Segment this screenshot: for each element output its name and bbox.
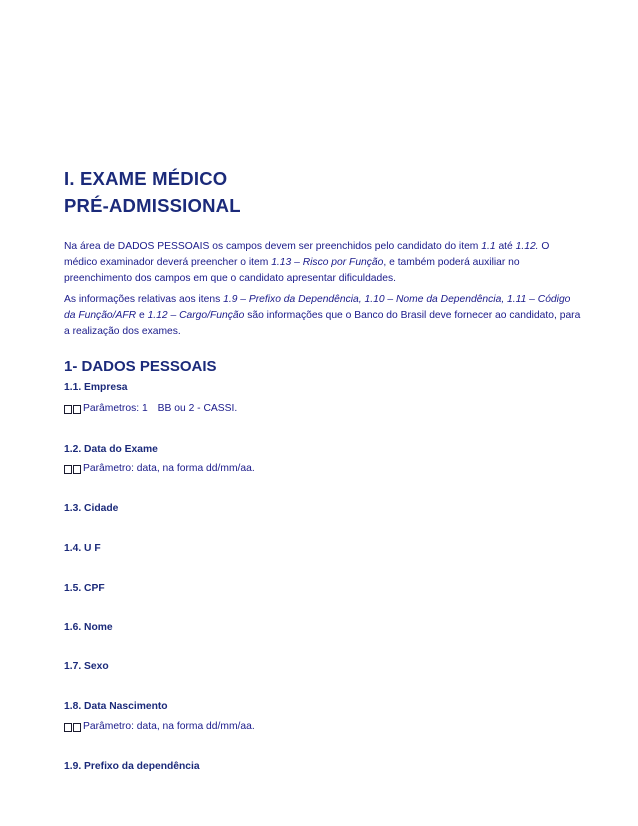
field-label-data-exame: 1.2. Data do Exame xyxy=(64,444,158,455)
checkbox-glyphs xyxy=(64,405,82,414)
param-data-nascimento-text: Parâmetro: data, na forma dd/mm/aa. xyxy=(83,721,255,732)
intro2-item-refs: 1.9 – Prefixo da Dependência, 1.10 – Nome da Dependência, 1.11 – Código da Função/AFR xyxy=(64,294,571,321)
intro1-text-g: , e também poderá auxiliar no preenchimento dos campos em que o candidato apresentar dificuldades. xyxy=(64,257,520,284)
intro2-item-ref-d: 1.12 – Cargo/Função xyxy=(147,310,245,321)
intro1-item-ref-b: 1.12. xyxy=(515,241,539,252)
intro-paragraph-2 xyxy=(64,292,584,340)
param-empresa-text-a: Parâmetros: 1 xyxy=(83,403,148,414)
intro2-text-a: As informações relativas aos itens xyxy=(64,294,224,305)
intro-paragraph-1 xyxy=(64,239,584,287)
field-label-cpf: 1.5. CPF xyxy=(64,583,105,594)
intro1-text-c: até xyxy=(495,241,516,252)
field-label-prefixo: 1.9. Prefixo da dependência xyxy=(64,761,200,772)
page-title xyxy=(64,165,241,219)
field-label-empresa: 1.1. Empresa xyxy=(64,382,128,393)
param-data-nascimento xyxy=(64,720,255,734)
intro1-item-ref-c: 1.13 – Risco por Função xyxy=(271,257,384,268)
checkbox-glyphs xyxy=(64,723,82,732)
field-label-cidade: 1.3. Cidade xyxy=(64,503,119,514)
title-line-2: PRÉ-ADMISSIONAL xyxy=(64,195,241,216)
param-empresa-text-b: BB ou 2 - CASSI. xyxy=(157,403,238,414)
intro2-text-e: são informações que o Banco do Brasil deve fornecer ao candidato, para a realização dos exames. xyxy=(64,310,581,337)
field-label-uf: 1.4. U F xyxy=(64,543,101,554)
intro1-text-e: O médico examinador deverá preencher o item xyxy=(64,241,550,268)
checkbox-glyphs xyxy=(64,465,82,474)
field-label-data-nascimento: 1.8. Data Nascimento xyxy=(64,701,168,712)
param-data-exame-text: Parâmetro: data, na forma dd/mm/aa. xyxy=(83,463,255,474)
intro2-text-c: e xyxy=(136,310,148,321)
title-line-1: I. EXAME MÉDICO xyxy=(64,168,228,189)
param-empresa xyxy=(64,402,237,416)
param-data-exame xyxy=(64,462,255,476)
field-label-nome: 1.6. Nome xyxy=(64,622,113,633)
intro1-text-a: Na área de DADOS PESSOAIS os campos devem ser preenchidos pelo candidato do item xyxy=(64,241,482,252)
field-label-sexo: 1.7. Sexo xyxy=(64,661,109,672)
section-title: 1- DADOS PESSOAIS xyxy=(64,358,217,375)
intro1-item-ref-a: 1.1 xyxy=(481,241,496,252)
